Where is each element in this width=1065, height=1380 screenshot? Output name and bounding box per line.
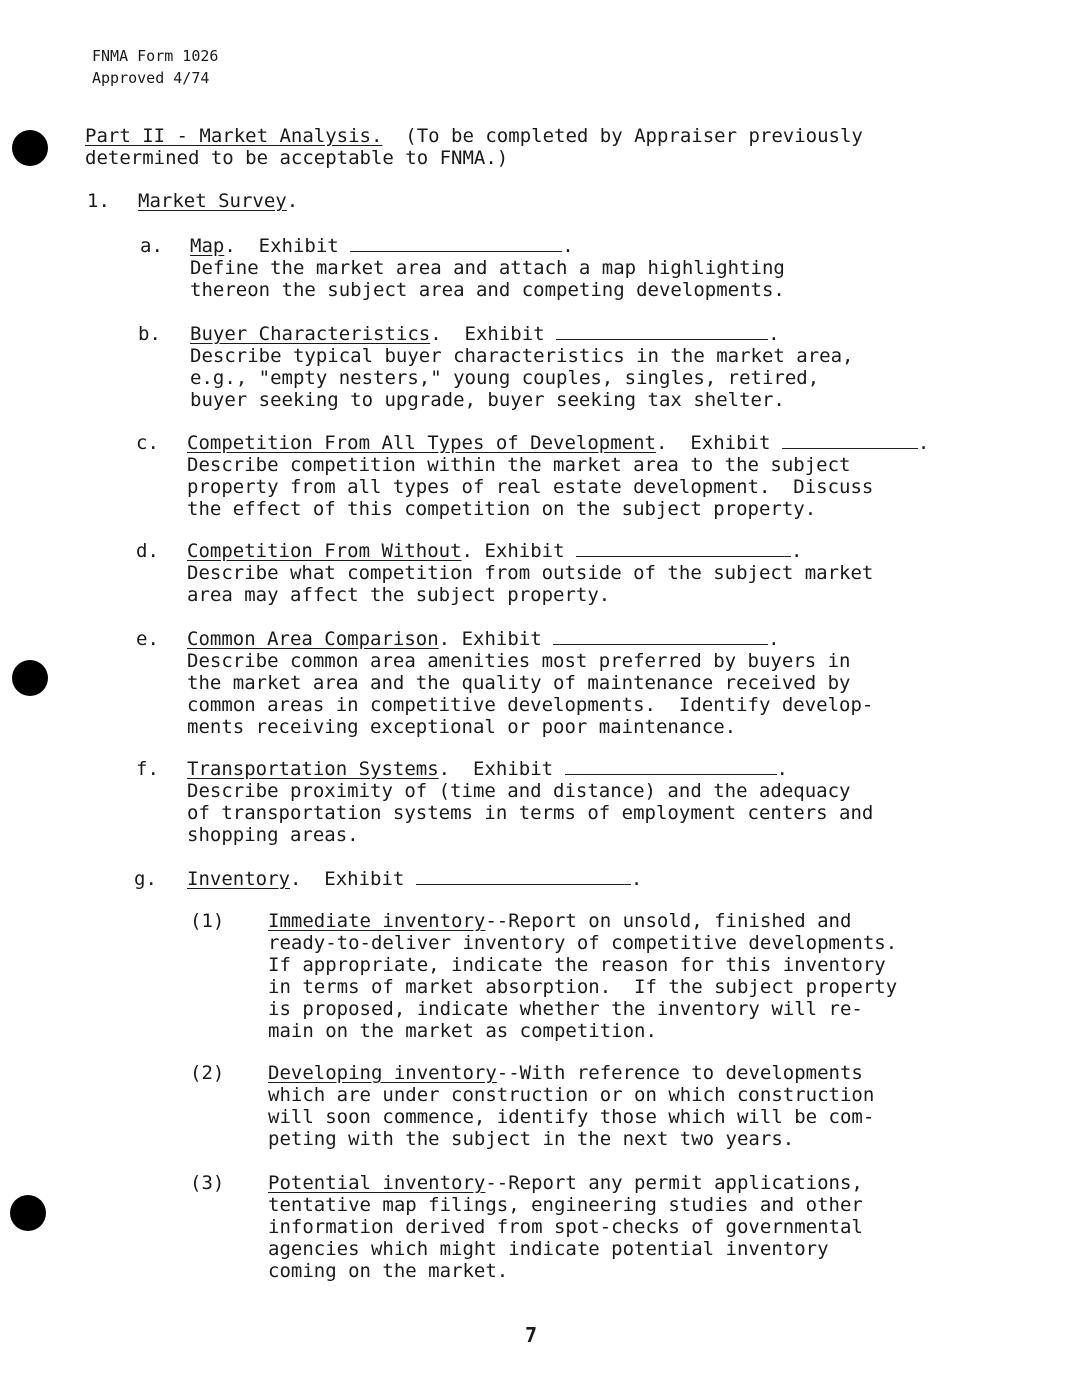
page-number: 7 (525, 1323, 538, 1347)
item-letter: f. (136, 758, 159, 780)
description-text: --With reference to developments (496, 1062, 863, 1084)
item-title: Common Area Comparison (187, 628, 439, 650)
item-heading: Map. Exhibit . (190, 235, 574, 257)
exhibit-label: Exhibit (324, 868, 405, 890)
item-letter: b. (138, 323, 161, 345)
description-line: information derived from spot-checks of governmental (268, 1216, 863, 1238)
exhibit-blank[interactable] (556, 323, 768, 340)
punch-hole-bottom (10, 1195, 46, 1231)
description-line: Describe proximity of (time and distance) and the adequacy (187, 780, 851, 802)
description-line: of transportation systems in terms of employment centers and (187, 802, 874, 824)
subitem-number: (2) (190, 1062, 225, 1084)
description-line: the effect of this competition on the subject property. (187, 498, 817, 520)
item-title: Competition From Without (187, 540, 462, 562)
description-line: which are under construction or on which construction (268, 1084, 875, 1106)
item-heading: Transportation Systems. Exhibit . (187, 758, 788, 780)
subitem-title: Potential inventory (268, 1172, 486, 1194)
description-line (268, 910, 897, 932)
item-description (190, 345, 853, 411)
section-heading: Market Survey. (138, 190, 299, 212)
exhibit-label: Exhibit (464, 323, 545, 345)
description-line: area may affect the subject property. (187, 584, 611, 606)
item-heading: Competition From All Types of Development. Exhibit . (187, 432, 930, 454)
description-line: the market area and the quality of maintenance received by (187, 672, 851, 694)
item-title: Inventory (187, 868, 290, 890)
form-header (92, 45, 218, 89)
item-letter: a. (140, 235, 163, 257)
exhibit-label: Exhibit (484, 540, 565, 562)
item-title: Buyer Characteristics (190, 323, 431, 345)
part-note-continued: determined to be acceptable to FNMA.) (85, 147, 509, 169)
exhibit-label: Exhibit (258, 235, 339, 257)
description-line: in terms of market absorption. If the subject property (268, 976, 898, 998)
item-letter: c. (136, 432, 159, 454)
item-description (190, 257, 785, 301)
item-description (187, 650, 873, 738)
item-heading: Competition From Without. Exhibit . (187, 540, 803, 562)
part-note: (To be completed by Appraiser previously (382, 125, 863, 147)
description-line: common areas in competitive developments. Identify develop- (187, 694, 874, 716)
description-line: e.g., "empty nesters," young couples, singles, retired, (190, 367, 820, 389)
description-line: thereon the subject area and competing developments. (190, 279, 785, 301)
item-title: Transportation Systems (187, 758, 439, 780)
subitem-title: Immediate inventory (268, 910, 486, 932)
exhibit-label: Exhibit (690, 432, 771, 454)
exhibit-blank[interactable] (782, 432, 918, 449)
description-line: Define the market area and attach a map highlighting (190, 257, 785, 279)
description-line: ready-to-deliver inventory of competitive developments. (268, 932, 898, 954)
description-line: Describe competition within the market area to the subject (187, 454, 851, 476)
punch-hole-top (12, 130, 48, 166)
description-line: buyer seeking to upgrade, buyer seeking tax shelter. (190, 389, 785, 411)
item-description (187, 562, 873, 606)
subitem-description (268, 1062, 874, 1150)
description-line: coming on the market. (268, 1260, 509, 1282)
item-heading: Common Area Comparison. Exhibit . (187, 628, 780, 650)
item-heading: Inventory. Exhibit . (187, 868, 643, 890)
description-line: main on the market as competition. (268, 1020, 657, 1042)
subitem-number: (1) (190, 910, 225, 932)
description-line: is proposed, indicate whether the inventory will re- (268, 998, 863, 1020)
item-letter: e. (136, 628, 159, 650)
description-text: --Report on unsold, finished and (485, 910, 852, 932)
part-heading (85, 125, 863, 147)
description-line: property from all types of real estate development. Discuss (187, 476, 874, 498)
form-number: FNMA Form 1026 (92, 47, 219, 65)
exhibit-blank[interactable] (565, 758, 777, 775)
approval-date: Approved 4/74 (92, 69, 210, 87)
description-line: peting with the subject in the next two years. (268, 1128, 795, 1150)
subitem-number: (3) (190, 1172, 225, 1194)
subitem-description (268, 1172, 863, 1282)
description-line: tentative map filings, engineering studies and other (268, 1194, 863, 1216)
description-line (268, 1062, 874, 1084)
exhibit-label: Exhibit (473, 758, 554, 780)
description-line: Describe common area amenities most preferred by buyers in (187, 650, 851, 672)
description-line: agencies which might indicate potential inventory (268, 1238, 829, 1260)
section-title: Market Survey (138, 190, 287, 212)
description-line: If appropriate, indicate the reason for this inventory (268, 954, 886, 976)
exhibit-blank[interactable] (416, 868, 631, 885)
exhibit-blank[interactable] (350, 235, 562, 252)
item-letter: g. (134, 868, 157, 890)
description-line: shopping areas. (187, 824, 359, 846)
description-line: ments receiving exceptional or poor maintenance. (187, 716, 737, 738)
item-description (187, 454, 873, 520)
punch-hole-middle (12, 660, 48, 696)
item-description (187, 780, 873, 846)
subitem-description (268, 910, 897, 1042)
subitem-title: Developing inventory (268, 1062, 497, 1084)
exhibit-label: Exhibit (461, 628, 542, 650)
item-letter: d. (136, 540, 159, 562)
exhibit-blank[interactable] (576, 540, 791, 557)
item-heading: Buyer Characteristics. Exhibit . (190, 323, 780, 345)
description-line: Describe what competition from outside of the subject market (187, 562, 874, 584)
section-number: 1. (87, 190, 110, 212)
description-text: --Report any permit applications, (485, 1172, 863, 1194)
exhibit-blank[interactable] (553, 628, 768, 645)
description-line: will soon commence, identify those which will be com- (268, 1106, 875, 1128)
description-line: Describe typical buyer characteristics in the market area, (190, 345, 854, 367)
item-title: Map (190, 235, 225, 257)
part-title: Part II - Market Analysis. (85, 125, 383, 147)
description-line (268, 1172, 863, 1194)
item-title: Competition From All Types of Development (187, 432, 656, 454)
